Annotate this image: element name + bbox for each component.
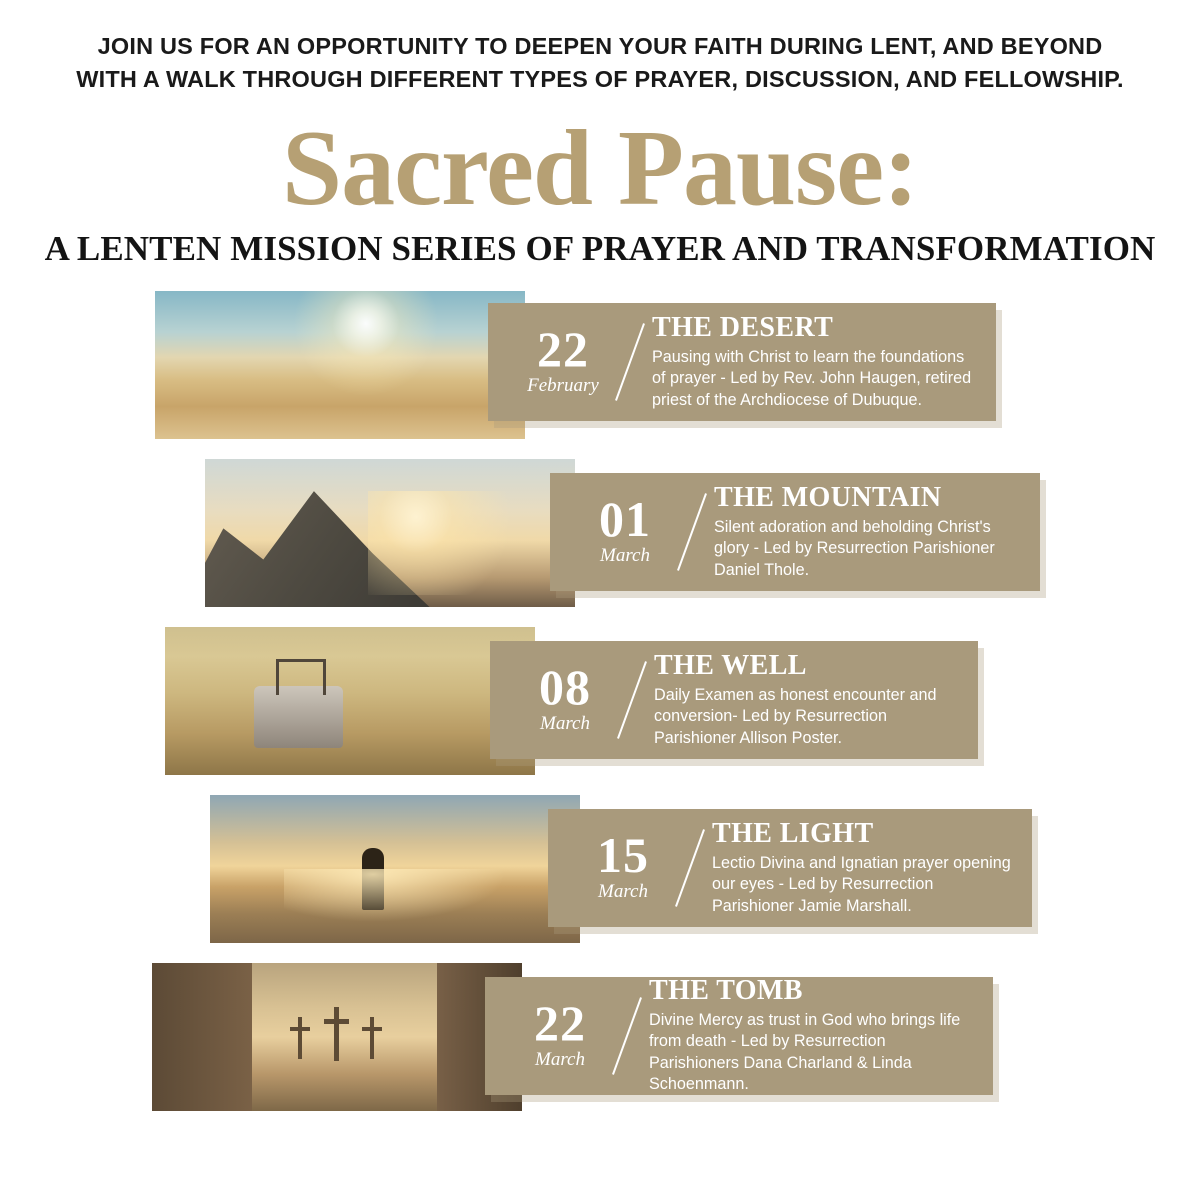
session-description: Lectio Divina and Ignatian prayer opening our eyes - Led by Resurrection Parishioner Jamie Marshall. — [712, 853, 1011, 915]
slash-divider-icon — [609, 995, 649, 1077]
slash-divider-icon — [672, 827, 712, 909]
session-description: Daily Examen as honest encounter and conversion- Led by Resurrection Parishioner Allison Poster. — [654, 685, 937, 747]
session-card — [485, 974, 993, 1095]
session-card — [488, 303, 996, 421]
kicker-line-2: WITH A WALK THROUGH DIFFERENT TYPES OF PRAYER, DISCUSSION, AND FELLOWSHIP. — [76, 66, 1124, 93]
session-list — [0, 291, 1200, 1123]
session-card — [548, 809, 1032, 927]
session-day: 15 — [597, 826, 649, 883]
session-text — [652, 313, 996, 411]
session-day: 01 — [599, 490, 651, 547]
page-subtitle: A LENTEN MISSION SERIES OF PRAYER AND TRANSFORMATION — [44, 228, 1156, 268]
page-title: Sacred Pause: — [282, 108, 918, 228]
stone-well-field-photo — [165, 627, 535, 775]
three-crosses-icon — [282, 1007, 392, 1063]
kicker-text — [40, 30, 1160, 97]
session-day: 22 — [537, 320, 589, 377]
empty-tomb-crosses-photo — [152, 963, 522, 1111]
session-description: Divine Mercy as trust in God who brings life from death - Led by Resurrection Parishioners Dana Charland & Linda Schoenmann. — [649, 1011, 961, 1094]
session-text — [712, 819, 1032, 917]
session-title: THE WELL — [654, 649, 807, 681]
session-title: THE LIGHT — [712, 817, 874, 849]
session-date — [511, 994, 609, 1072]
session-date — [576, 490, 674, 568]
session-month: February — [527, 374, 599, 396]
session-text — [714, 483, 1040, 581]
session-description: Silent adoration and beholding Christ's glory - Led by Resurrection Parishioner Daniel Thole. — [714, 517, 995, 579]
mountain-sunrise-photo — [205, 459, 575, 607]
slash-divider-icon — [614, 659, 654, 741]
session-month: March — [540, 712, 590, 734]
session-month: March — [535, 1048, 585, 1070]
list-item — [0, 963, 1200, 1123]
session-month: March — [600, 544, 650, 566]
list-item — [0, 291, 1200, 451]
session-description: Pausing with Christ to learn the foundations of prayer - Led by Rev. John Haugen, retired priest of the Archdiocese of Dubuque. — [652, 347, 972, 409]
session-title: THE DESERT — [652, 311, 834, 343]
desert-dunes-sun-photo — [155, 291, 525, 439]
list-item — [0, 459, 1200, 619]
poster-header — [0, 0, 1200, 269]
slash-divider-icon — [612, 321, 652, 403]
person-arms-raised-sunset-photo — [210, 795, 580, 943]
list-item — [0, 795, 1200, 955]
session-date — [516, 658, 614, 736]
session-day: 08 — [539, 658, 591, 715]
session-date — [574, 826, 672, 904]
slash-divider-icon — [674, 491, 714, 573]
session-title: THE TOMB — [649, 974, 803, 1006]
session-title: THE MOUNTAIN — [714, 481, 942, 513]
session-text — [649, 976, 993, 1096]
session-date — [514, 320, 612, 398]
list-item — [0, 627, 1200, 787]
kicker-line-1: JOIN US FOR AN OPPORTUNITY TO DEEPEN YOUR FAITH DURING LENT, AND BEYOND — [97, 33, 1103, 59]
session-text — [654, 651, 978, 749]
session-card — [550, 473, 1040, 591]
session-month: March — [598, 880, 648, 902]
session-card — [490, 641, 978, 759]
session-day: 22 — [534, 994, 586, 1051]
